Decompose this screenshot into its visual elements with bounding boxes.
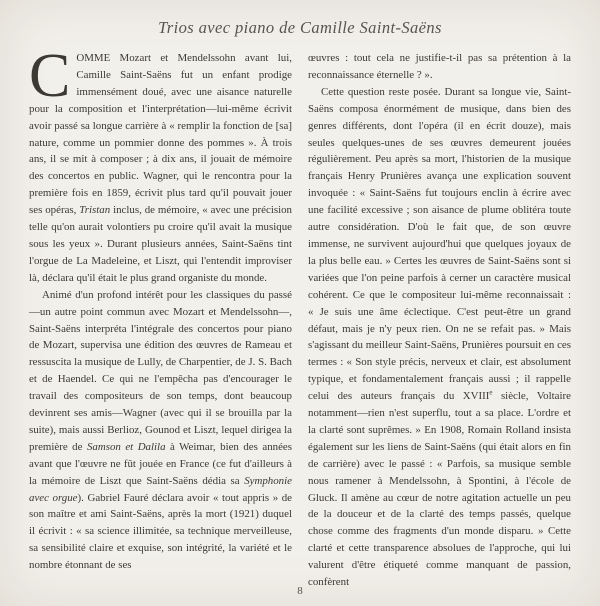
paragraph-question: Cette question reste posée. Durant sa longue vie, Saint-Saëns composa énormément de musique, dans bien des genres différents, dont l'opéra (il en écrit douze), mais seules quelques-unes de ses œuvres demeurent jouées régulièrement. Peu après sa mort, l'historien de la musique français Henry Prunières avança une explication souvent invoquée : « Saint-Saëns fut toujours enclin à écrire avec une facilité excessive ; son aisance de plume oblitéra toute autre considération. D'où le fait que, de son œuvre immense, ne survivent aujourd'hui que quelques joyaux de la plus belle eau. » Certes les œuvres de Saint-Saëns sont si variées que l'on peine parfois à cerner un caractère musical cohérent. Ce que le compositeur lui-même reconnaissait : « Je suis une âme éclectique. C'est peut-être un grand défaut, mais je n'y peux rien. On ne se refait pas. » Mais s'agissant du meilleur Saint-Saëns, Prunières poursuit en ces termes : « Son style précis, nerveux et clair, est absolument typique, et fondamentalement français aussi ; il rappelle celui des auteurs français du XVIIIe siècle, Voltaire notamment—rien n'est superflu, tout a sa place. L'ordre et la clarté sont suprêmes. » En 1908, Romain Rolland insista également sur les liens de Saint-Saëns (qui était alors en fin de carrière) avec le passé : « Parfois, sa musique semble nous ramener à Mendelssohn, à Spontini, à l'école de Gluck. Il amène au cœur de notre agitation actuelle un peu de la douceur et de la clarté des temps passés, quelque chose comme des fragments d'un monde disparu. » Cette clarté et cette transparence absolues de l'approche, qui lui valurent d'être étiqueté comme manquant de passion, confèrent [308,85,571,589]
right-column [308,50,571,591]
page-title: Trios avec piano de Camille Saint-Saëns [158,18,442,37]
paragraph-classics: Animé d'un profond intérêt pour les classiques du passé—un autre point commun avec Mozart et Mendelssohn—, Saint-Saëns interpréta l'intégrale des concertos pour piano de Mozart, supervisa une édition des œuvres de Rameau et ressuscita la musique de Lully, de Charpentier, de J. S. Bach et de Haendel. Ce qui ne l'empêcha pas d'encourager le travail des compositeurs de son temps, dont beaucoup devinrent ses amis—Wagner (avec qui il se brouilla par la suite), mais aussi Berlioz, Gounod et Liszt, lequel dirigea la première de Samson et Dalila à Weimar, bien des années avant que l'œuvre ne fût jouée en France (ce fut d'ailleurs à la mémoire de Liszt que Saint-Saëns dédia sa Symphonie avec orgue). Gabriel Fauré déclara avoir « tout appris » de son maître et ami Saint-Saëns, après la mort (1921) duquel il écrivit : « sa science illimitée, sa technique merveilleuse, sa sensibilité claire et exquise, son intégrité, la variété et le nombre étonnant de ses [29,288,292,572]
paragraph-opening-text: OMME Mozart et Mendelssohn avant lui, Camille Saint-Saëns fut un enfant prodige immensément doué, avec une aisance naturelle pour la composition et l'interprétation—lui-même écrivit avoir passé sa longue carrière à « remplir la fonction de [sa] nature, comme un pommier donne des pommes ». À trois ans, il se mit à composer ; à dix ans, il jouait de mémoire des concertos en public. Wagner, qui le rencontra pour la première fois en 1859, écrivit plus tard qu'il pouvait jouer ses opéras, Tristan inclus, de mémoire, « avec une précision telle qu'on aurait volontiers pu croire qu'il avait la musique sous les yeux ». Durant plusieurs années, Saint-Saëns tint l'orgue de La Madeleine, et Liszt, qui l'entendit improviser là, déclara qu'il était le plus grand organiste du monde. [29,52,292,284]
paragraph-classics-continued: œuvres : tout cela ne justifie-t-il pas sa prétention à la reconnaissance éternelle ? ». [308,52,571,81]
left-column [29,42,292,591]
page-number: 8 [297,585,303,597]
paragraph-opening [29,42,292,287]
drop-cap: C [29,42,71,110]
text-columns [29,42,571,591]
